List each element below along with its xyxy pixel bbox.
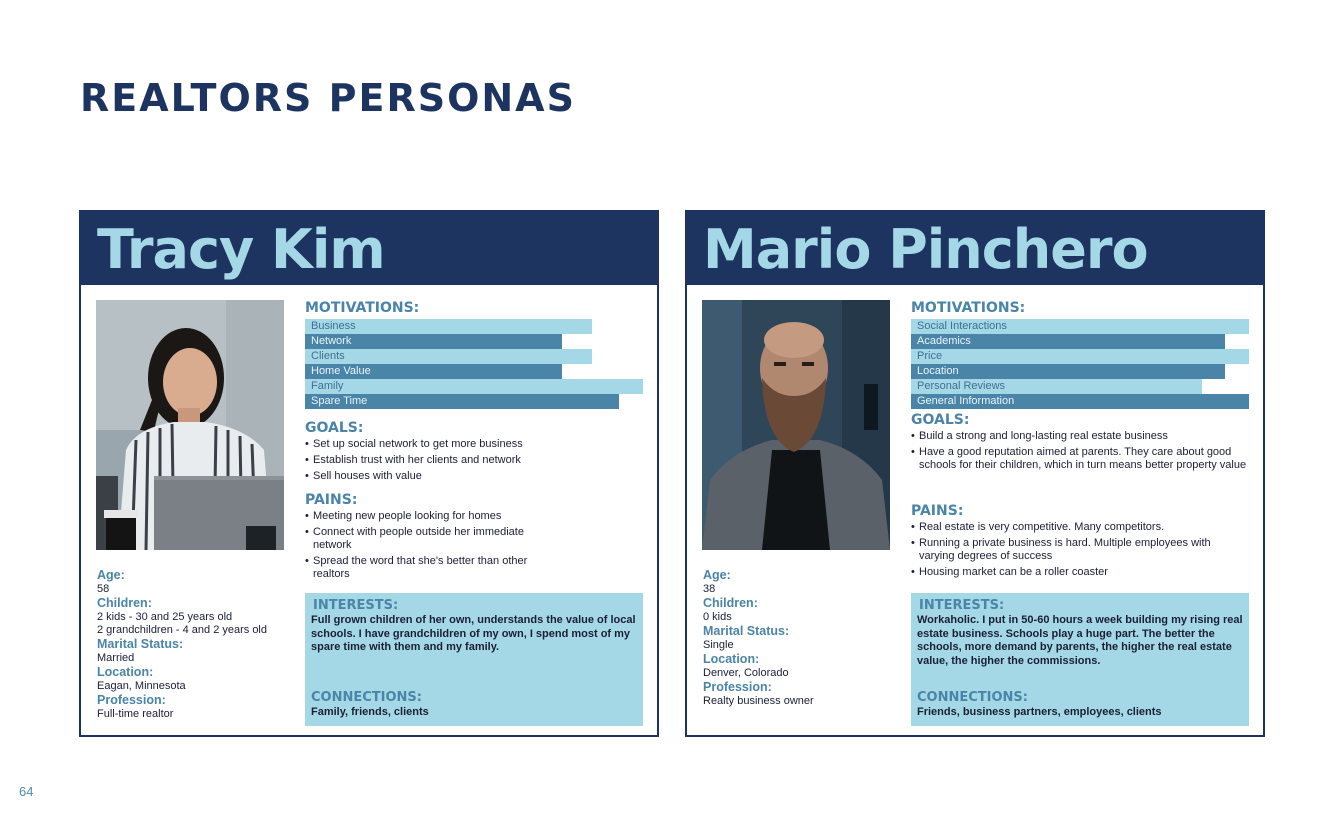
motivation-bar: Academics bbox=[911, 334, 1225, 349]
location-label: Location: bbox=[97, 665, 154, 679]
goals-section bbox=[911, 412, 1249, 475]
motivation-bar: Personal Reviews bbox=[911, 379, 1202, 394]
persona-card-tracy bbox=[79, 210, 659, 737]
pains-list bbox=[305, 510, 535, 581]
profession-label: Profession: bbox=[703, 680, 772, 694]
persona-facts bbox=[703, 568, 903, 708]
motivation-bar: Network bbox=[305, 334, 562, 349]
location-value: Denver, Colorado bbox=[703, 667, 789, 679]
goal-item: • Build a strong and long-lasting real estate business bbox=[911, 430, 1249, 443]
persona-photo bbox=[96, 300, 284, 550]
age-label: Age: bbox=[703, 568, 731, 582]
profession-value: Realty business owner bbox=[703, 695, 814, 707]
goals-list bbox=[305, 438, 643, 483]
location-value: Eagan, Minnesota bbox=[97, 680, 186, 692]
profession-value: Full-time realtor bbox=[97, 708, 174, 720]
motivation-bar: Location bbox=[911, 364, 1225, 379]
pains-section bbox=[305, 492, 535, 584]
connections-title: CONNECTIONS: bbox=[311, 690, 422, 705]
location-label: Location: bbox=[703, 652, 760, 666]
connections-text: Friends, business partners, employees, clients bbox=[917, 706, 1162, 718]
motivation-bar: Clients bbox=[305, 349, 592, 364]
children-label: Children: bbox=[97, 596, 152, 610]
motivations-title: MOTIVATIONS: bbox=[911, 300, 1026, 316]
goals-title: GOALS: bbox=[911, 412, 970, 428]
motivation-bars bbox=[911, 319, 1249, 409]
motivation-bar: Spare Time bbox=[305, 394, 619, 409]
marital-label: Marital Status: bbox=[97, 637, 184, 651]
pain-item: • Spread the word that she's better than other realtors bbox=[305, 555, 535, 581]
motivation-bars bbox=[305, 319, 643, 409]
pain-item: • Meeting new people looking for homes bbox=[305, 510, 535, 523]
motivation-bar: Price bbox=[911, 349, 1249, 364]
pains-section bbox=[911, 503, 1249, 582]
persona-header bbox=[81, 212, 657, 285]
goals-title: GOALS: bbox=[305, 420, 364, 436]
pains-list bbox=[911, 521, 1249, 579]
age-value: 58 bbox=[97, 583, 110, 595]
interests-box bbox=[305, 593, 643, 726]
pain-item: • Real estate is very competitive. Many competitors. bbox=[911, 521, 1249, 534]
motivation-bar: Home Value bbox=[305, 364, 562, 379]
motivations-section bbox=[305, 300, 643, 409]
page-number: 64 bbox=[19, 784, 34, 799]
marital-label: Marital Status: bbox=[703, 624, 790, 638]
pains-title: PAINS: bbox=[911, 503, 964, 519]
goal-item: • Establish trust with her clients and network bbox=[305, 454, 643, 467]
motivations-section bbox=[911, 300, 1249, 409]
marital-value: Single bbox=[703, 639, 734, 651]
goal-item: • Set up social network to get more business bbox=[305, 438, 643, 451]
persona-name: Mario Pinchero bbox=[703, 218, 1148, 281]
pains-title: PAINS: bbox=[305, 492, 358, 508]
pain-item: • Running a private business is hard. Multiple employees with varying degrees of success bbox=[911, 537, 1249, 563]
goals-section bbox=[305, 420, 643, 486]
connections-text: Family, friends, clients bbox=[311, 706, 429, 718]
age-value: 38 bbox=[703, 583, 716, 595]
marital-value: Married bbox=[97, 652, 135, 664]
persona-card-mario bbox=[685, 210, 1265, 737]
interests-text: Full grown children of her own, understands the value of local schools. I have grandchildren of my own, I spend most of my spare time with them and my family. bbox=[311, 614, 636, 653]
connections-title: CONNECTIONS: bbox=[917, 690, 1028, 705]
pain-item: • Housing market can be a roller coaster bbox=[911, 566, 1249, 579]
children-value: 0 kids bbox=[703, 611, 732, 623]
page-title: REALTORS PERSONAS bbox=[80, 76, 576, 120]
motivation-bar: Business bbox=[305, 319, 592, 334]
goals-list bbox=[911, 430, 1249, 472]
interests-text: Workaholic. I put in 50-60 hours a week building my rising real estate business. Schools play a huge part. The better the schools, more demand by parents, the higher the real estate value, the higher the commissions. bbox=[917, 614, 1243, 667]
age-label: Age: bbox=[97, 568, 125, 582]
interests-box bbox=[911, 593, 1249, 726]
persona-photo bbox=[702, 300, 890, 550]
profession-label: Profession: bbox=[97, 693, 166, 707]
interests-title: INTERESTS: bbox=[919, 598, 1005, 613]
woman-portrait-photo-icon bbox=[96, 300, 284, 550]
interests-title: INTERESTS: bbox=[313, 598, 399, 613]
pain-item: • Connect with people outside her immediate network bbox=[305, 526, 535, 552]
goal-item: • Sell houses with value bbox=[305, 470, 643, 483]
children-value: 2 kids - 30 and 25 years old bbox=[97, 611, 233, 623]
motivations-title: MOTIVATIONS: bbox=[305, 300, 420, 316]
motivation-bar: Family bbox=[305, 379, 643, 394]
persona-facts bbox=[97, 568, 297, 721]
motivation-bar: Social Interactions bbox=[911, 319, 1249, 334]
goal-item: • Have a good reputation aimed at parents. They care about good schools for their children, which in turn means better property value bbox=[911, 446, 1249, 472]
persona-header bbox=[687, 212, 1263, 285]
persona-name: Tracy Kim bbox=[97, 218, 385, 281]
motivation-bar: General Information bbox=[911, 394, 1249, 409]
children-value: 2 grandchildren - 4 and 2 years old bbox=[97, 624, 267, 636]
children-label: Children: bbox=[703, 596, 758, 610]
bearded-man-portrait-photo-icon bbox=[702, 300, 890, 550]
